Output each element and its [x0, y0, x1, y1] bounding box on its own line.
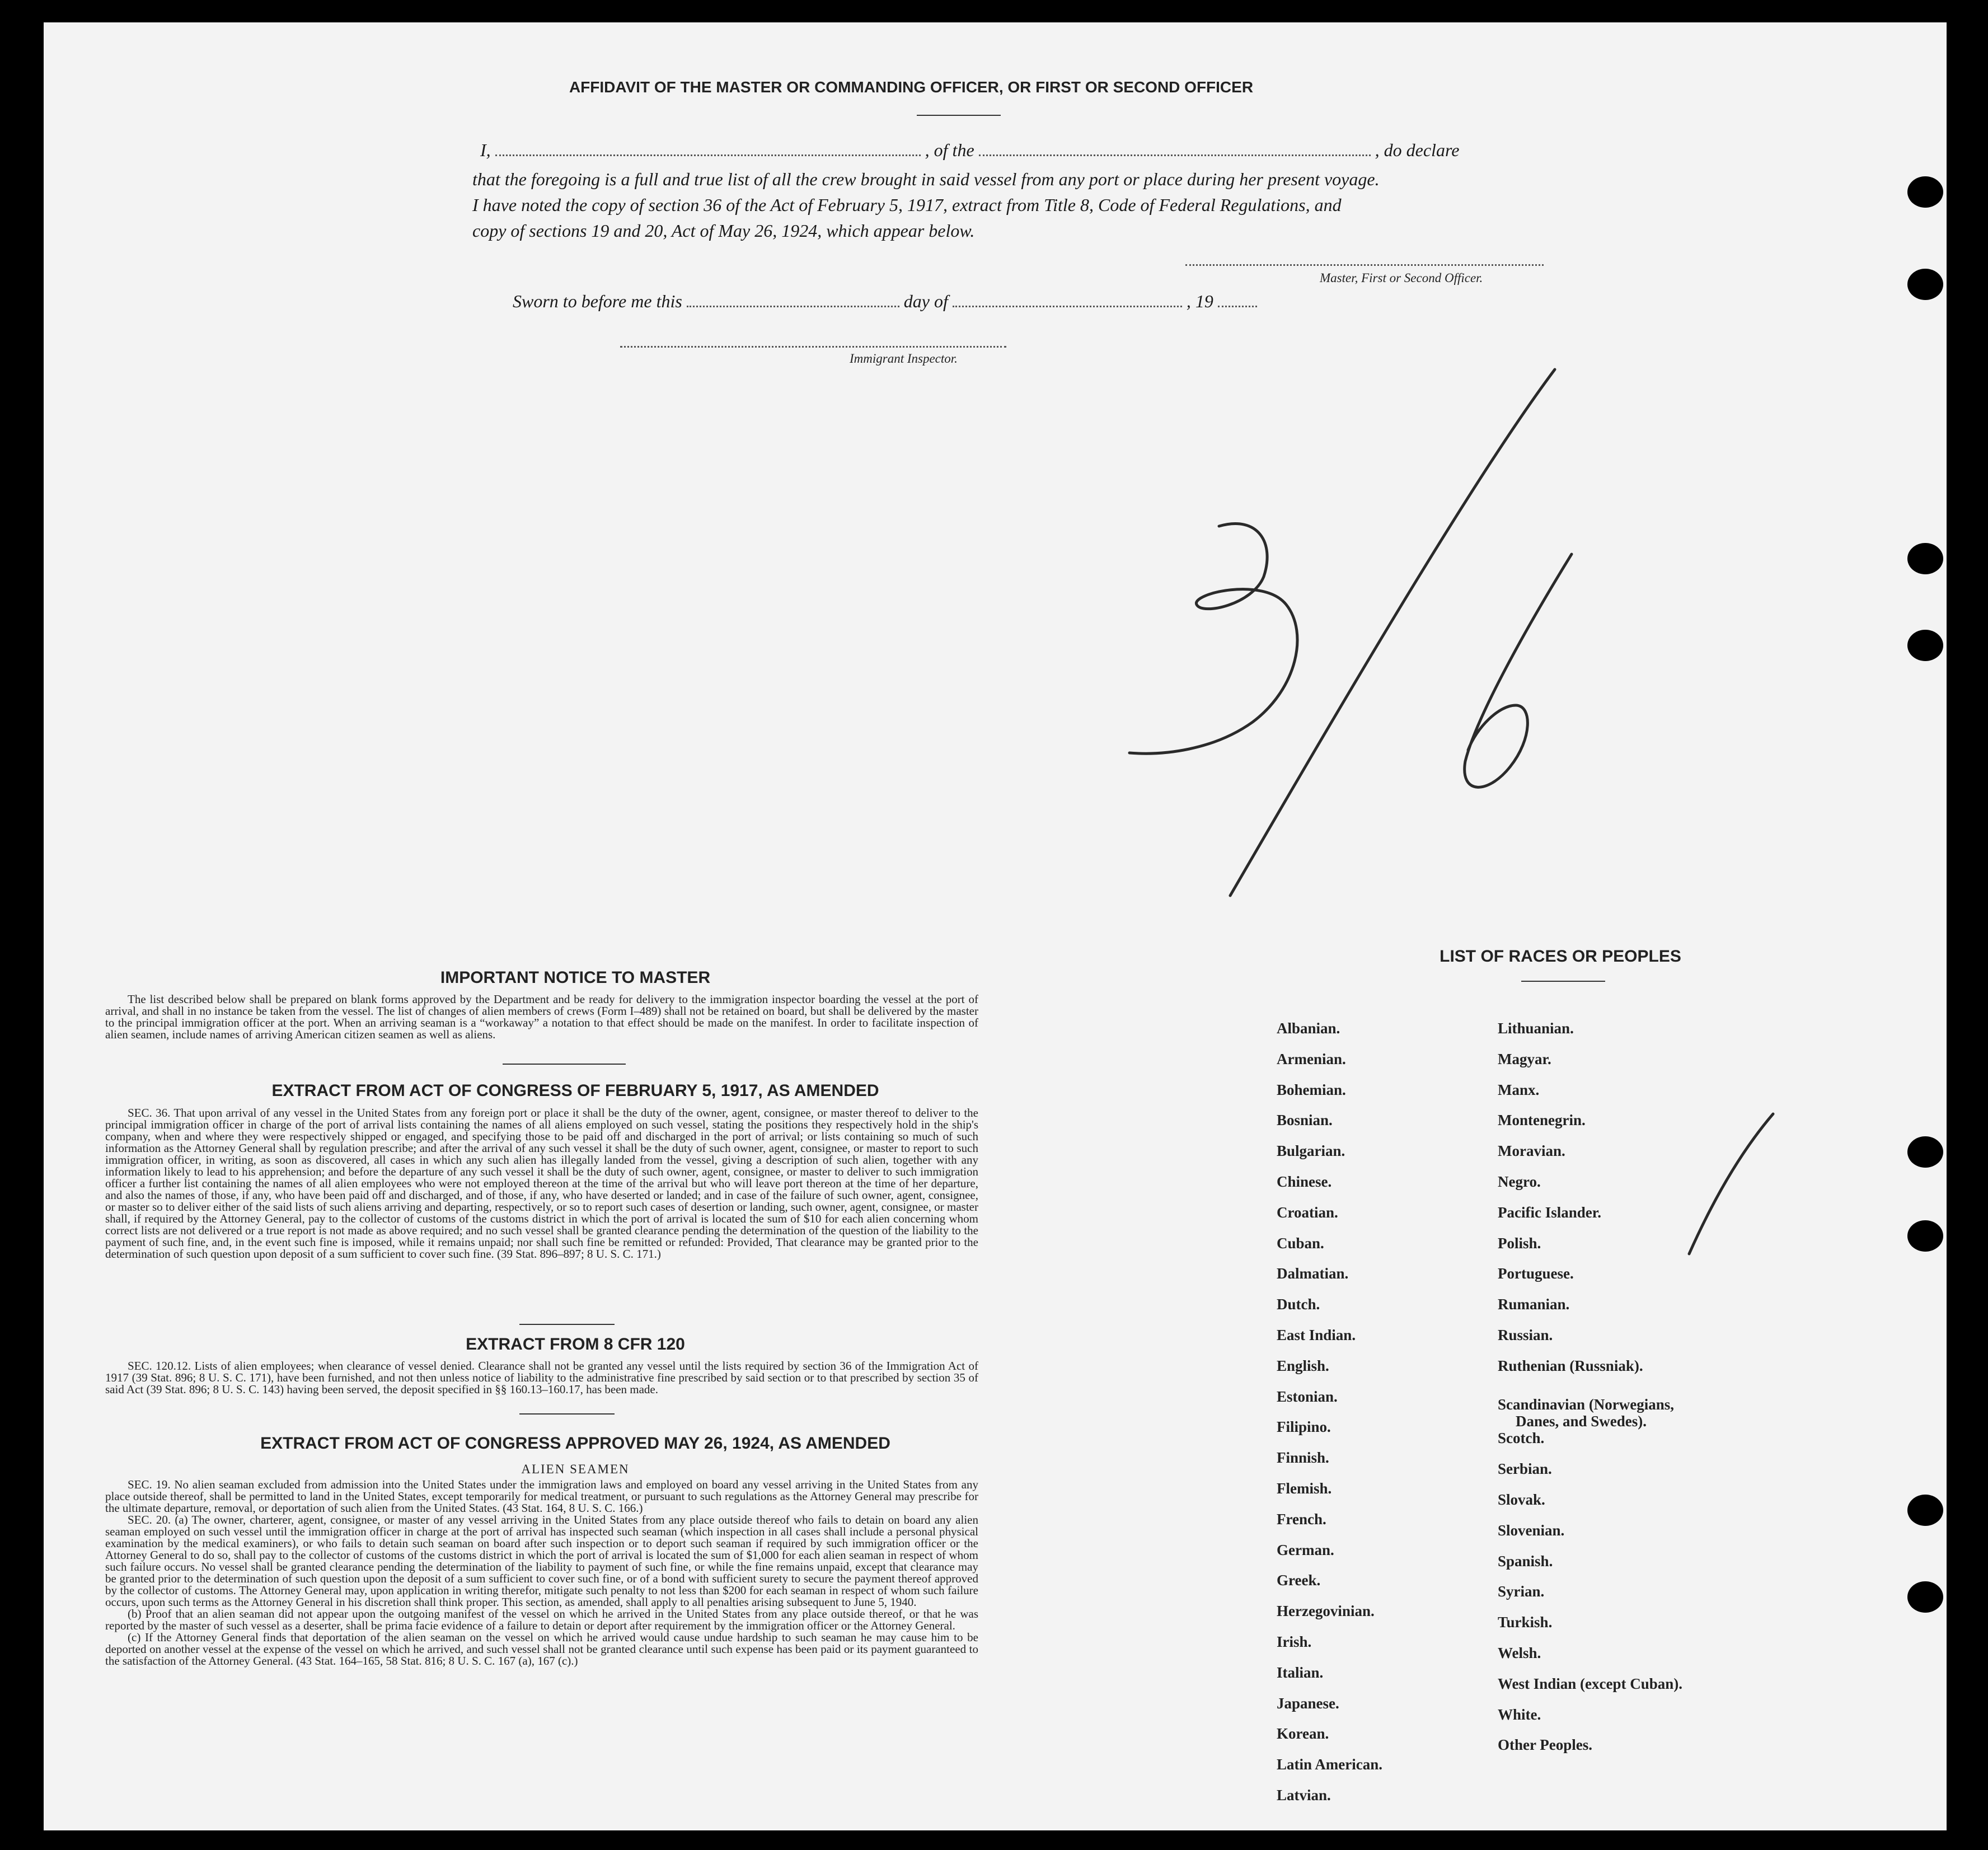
race-item-right: Serbian. [1498, 1460, 1552, 1478]
sec-19-text: SEC. 19. No alien seaman excluded from admission into the United States under the immigration laws and employed on board any vessel arriving in the United States from any place outside thereof, shall be permitted to land in the United States, except temporarily for medical treatment, or pursuant to such regulations as the Attorney General may prescribe for the ultimate departure, removal, or deportation of such alien from the United States. (43 Stat. 164, 8 U. S. C. 166.) [105, 1478, 978, 1515]
race-item-right: Lithuanian. [1498, 1020, 1574, 1037]
notice-rule [503, 1064, 626, 1065]
race-item-right: Turkish. [1498, 1614, 1553, 1631]
race-item-right: Danes, and Swedes). [1516, 1412, 1647, 1430]
sec-120-12-text: SEC. 120.12. Lists of alien employees; when clearance of vessel denied. Clearance shall not be granted any vessel until the lists required by section 36 of the Immigration Act of 1917 (39 Stat. 896; 8 U. S. C. 171), have been furnished, and not then unless notice of liability to the administrative fine prescribed by said section or to that prescribed by section 35 of said Act (39 Stat. 896; 8 U. S. C. 143) having been served, the deposit specified in §§ 160.13–160.17, has been made. [105, 1359, 978, 1396]
sworn-prefix: Sworn to before me this [513, 291, 682, 311]
notice-title: IMPORTANT NOTICE TO MASTER [440, 968, 711, 987]
race-item-left: Japanese. [1277, 1694, 1339, 1712]
race-item-right: West Indian (except Cuban). [1498, 1675, 1683, 1692]
declarant-middle: , of the [925, 140, 974, 160]
affidavit-line4: copy of sections 19 and 20, Act of May 26, 1924, which appear below. [472, 221, 975, 241]
race-item-right: White. [1498, 1706, 1541, 1723]
punch-hole [1907, 269, 1943, 300]
declarant-prefix: I, [480, 140, 491, 160]
vessel-name-field[interactable] [979, 154, 1371, 156]
affidavit-line3: I have noted the copy of section 36 of the Act of February 5, 1917, extract from Title 8, Code of Federal Regulations, and [472, 195, 1342, 215]
affidavit-line1 [480, 140, 1459, 161]
race-item-left: Cuban. [1277, 1234, 1324, 1252]
sec-20b-text: (b) Proof that an alien seaman did not appear upon the outgoing manifest of the vessel on which he arrived in the United States from any place outside thereof, or that he was reported by the master of such vessel as a deserter, shall be prima facie evidence of a failure to detain or deport after requirement by the immigration officer or the Attorney General. [105, 1607, 978, 1632]
race-item-left: Bohemian. [1277, 1081, 1346, 1098]
race-item-left: Latin American. [1277, 1756, 1382, 1773]
punch-hole [1907, 630, 1943, 661]
punch-hole [1907, 1495, 1943, 1526]
race-item-left: German. [1277, 1541, 1334, 1558]
race-item-right: Spanish. [1498, 1552, 1553, 1570]
extract-cfr-body [105, 1360, 978, 1395]
sec-36-text: SEC. 36. That upon arrival of any vessel in the United States from any foreign port or place it shall be the duty of the owner, agent, consignee, or master thereof to deliver to the principal immigration officer in charge of the port of arrival lists containing the names of all aliens employed on such vessel, stating the positions they respectively hold in the ship's company, when and where they were respectively shipped or engaged, and specifying those to be paid off and discharged in the port of arrival; or lists containing so much of such information as the Attorney General shall by regulation prescribe; and after the arrival of any such vessel it shall be the duty of such owner, agent, consignee, or master to report to such immigration officer, in writing, as soon as discovered, all cases in which any such alien has illegally landed from the vessel, giving a description of such alien, together with any information likely to lead to his apprehension; and before the departure of any such vessel it shall be the duty of such owner, agent, consignee, or master to deliver to such immigration officer a further list containing the names of all alien employees who were not employed thereon at the time of the arrival but who will leave port thereon at the time of her departure, and also the names of those, if any, who have been paid off and discharged, and of those, if any, who have deserted or landed; and in case of the failure of such owner, agent, consignee, or master so to deliver either of the said lists of such aliens arriving and departing, respectively, or so to report such cases of desertion or landing, such owner, agent, consignee, or master shall, if required by the Attorney General, pay to the collector of customs of the customs district in which the port of arrival is located the sum of $10 for each alien concerning whom correct lists are not delivered or a true report is not made as above required; and no such vessel shall be granted clearance pending the determination of the question of the liability to the payment of such fine, and, in the event such fine is imposed, while it remains unpaid; nor shall such fine be remitted or refunded: Provided, That clearance may be granted prior to the determination of such question upon deposit of a sum sufficient to cover such fine. (39 Stat. 896–897; 8 U. S. C. 171.) [105, 1106, 978, 1261]
race-item-left: English. [1277, 1357, 1329, 1374]
punch-hole [1907, 1220, 1943, 1252]
extract-cfr-rule [519, 1413, 615, 1415]
race-item-right: Magyar. [1498, 1050, 1551, 1067]
race-item-right: Other Peoples. [1498, 1736, 1592, 1754]
punch-hole [1907, 176, 1943, 208]
race-item-left: Estonian. [1277, 1388, 1338, 1405]
punch-hole [1907, 1581, 1943, 1613]
race-item-right: Welsh. [1498, 1645, 1541, 1661]
extract-cfr-title: EXTRACT FROM 8 CFR 120 [466, 1335, 685, 1353]
notice-body [105, 994, 978, 1041]
race-item-right: Slovenian. [1498, 1521, 1565, 1539]
race-item-left: Irish. [1277, 1633, 1312, 1650]
race-item-left: Bulgarian. [1277, 1142, 1345, 1160]
race-item-left: Italian. [1277, 1664, 1324, 1681]
race-item-right: Polish. [1498, 1234, 1541, 1252]
race-item-left: Herzegovinian. [1277, 1603, 1375, 1620]
punch-hole [1907, 1136, 1943, 1168]
master-signature-line[interactable] [1185, 264, 1544, 266]
race-item-left: Dutch. [1277, 1296, 1320, 1313]
race-item-right: Pacific Islander. [1498, 1203, 1601, 1221]
master-label: Master, First or Second Officer. [1320, 271, 1483, 285]
race-item-right: Scandinavian (Norwegians, [1498, 1395, 1675, 1413]
race-item-right: Moravian. [1498, 1142, 1565, 1160]
sworn-day-label: day of [903, 291, 948, 311]
race-item-right: Scotch. [1498, 1430, 1545, 1447]
race-item-left: Bosnian. [1277, 1112, 1333, 1129]
declarant-suffix: , do declare [1375, 140, 1460, 160]
sworn-day-field[interactable] [687, 306, 899, 307]
declarant-name-field[interactable] [495, 154, 921, 156]
race-item-left: Flemish. [1277, 1480, 1332, 1497]
notice-text: The list described below shall be prepared on blank forms approved by the Department and be ready for delivery to the immigration inspector boarding the vessel at the port of arrival, and shall in no instance be taken from the vessel. The list of changes of alien members of crews (Form I–489) shall not be retained on board, but shall be delivered by the master to the principal immigration officer at the port. When an arriving seaman is a “workaway” a notation to that effect should be made on the manifest. In order to facilitate inspection of alien seamen, include names of arriving American citizen seamen as well as aliens. [105, 992, 978, 1041]
race-item-left: Armenian. [1277, 1050, 1346, 1067]
sworn-year-label: , 19 [1186, 291, 1213, 311]
races-title: LIST OF RACES OR PEOPLES [1440, 947, 1681, 966]
race-item-left: Chinese. [1277, 1173, 1332, 1190]
race-item-left: Croatian. [1277, 1203, 1338, 1221]
extract-1917-rule [519, 1324, 615, 1325]
race-item-left: French. [1277, 1510, 1326, 1528]
sec-20a-text: SEC. 20. (a) The owner, charterer, agent, consignee, or master of any vessel arriving in the United States from any place outside thereof who fails to detain on board any alien seaman employed on such vessel until the immigration officer in charge at the port of arrival has inspected such seaman (which inspection in all cases shall include a personal physical examination by the medical examiners), or who fails to detain such seaman on board after such inspection or to deport such seaman if required by such immigration officer or the Attorney General to do so, shall pay to the collector of customs of the customs district in which the port of arrival is located the sum of $1,000 for each alien seaman in respect of whom such failure occurs. No vessel shall be granted clearance pending the determination of the liability to payment of such fine, or while the fine remains unpaid, except that clearance may be granted prior to the determination of such question upon the deposit of a sum sufficient to cover such fine, or of a bond with sufficient surety to secure the payment thereof approved by the collector of customs. The Attorney General may, upon application in writing therefor, mitigate such penalty to not less than $200 for each seaman in respect of whom such failure occurs, upon such terms as the Attorney General in his discretion shall think proper. This section, as amended, shall apply to all penalties arising subsequent to June 5, 1940. [105, 1513, 978, 1609]
race-item-right: Russian. [1498, 1327, 1553, 1343]
race-item-right: Negro. [1498, 1173, 1541, 1190]
sworn-year-field[interactable] [1218, 306, 1257, 307]
race-item-left: Dalmatian. [1277, 1265, 1349, 1282]
race-item-left: Albanian. [1277, 1020, 1340, 1037]
race-item-left: Greek. [1277, 1572, 1321, 1589]
extract-1924-title: EXTRACT FROM ACT OF CONGRESS APPROVED MAY 26, 1924, AS AMENDED [260, 1434, 890, 1453]
race-item-right: Montenegrin. [1498, 1112, 1586, 1129]
extract-1924-subtitle: ALIEN SEAMEN [521, 1462, 630, 1476]
race-item-left: Filipino. [1277, 1418, 1331, 1436]
extract-1917-title: EXTRACT FROM ACT OF CONGRESS OF FEBRUARY 5, 1917, AS AMENDED [271, 1081, 879, 1100]
sworn-month-field[interactable] [953, 306, 1182, 307]
races-rule [1521, 981, 1605, 982]
race-item-left: Korean. [1277, 1725, 1329, 1743]
affidavit-line2: that the foregoing is a full and true list of all the crew brought in said vessel from any port or place during her present voyage. [472, 169, 1380, 189]
inspector-signature-line[interactable] [620, 346, 1006, 348]
title-rule [917, 115, 1001, 116]
race-item-left: Finnish. [1277, 1449, 1329, 1467]
race-item-right: Slovak. [1498, 1491, 1545, 1508]
race-item-right: Rumanian. [1498, 1296, 1570, 1313]
race-item-left: Latvian. [1277, 1787, 1331, 1804]
race-item-right: Manx. [1498, 1081, 1540, 1098]
race-item-right: Ruthenian (Russniak). [1498, 1357, 1643, 1374]
race-item-left: East Indian. [1277, 1327, 1356, 1343]
sec-20c-text: (c) If the Attorney General finds that deportation of the alien seaman on the vessel on which he arrived would cause undue hardship to such seaman he may cause him to be deported on another vessel at the expense of the vessel on which he arrived, and such vessel shall not be granted clearance until such expense has been paid or its payment guaranteed to the satisfaction of the Attorney General. (43 Stat. 164–165, 58 Stat. 816; 8 U. S. C. 167 (a), 167 (c).) [105, 1631, 978, 1668]
inspector-label: Immigrant Inspector. [850, 352, 958, 366]
race-item-right: Syrian. [1498, 1583, 1545, 1600]
affidavit-title: AFFIDAVIT OF THE MASTER OR COMMANDING OFFICER, OR FIRST OR SECOND OFFICER [569, 78, 1254, 96]
extract-1917-body [105, 1107, 978, 1260]
form-page [44, 22, 1947, 1830]
punch-hole [1907, 543, 1943, 574]
sworn-line [513, 291, 1257, 312]
extract-1924-body [105, 1479, 978, 1667]
race-item-right: Portuguese. [1498, 1265, 1574, 1282]
